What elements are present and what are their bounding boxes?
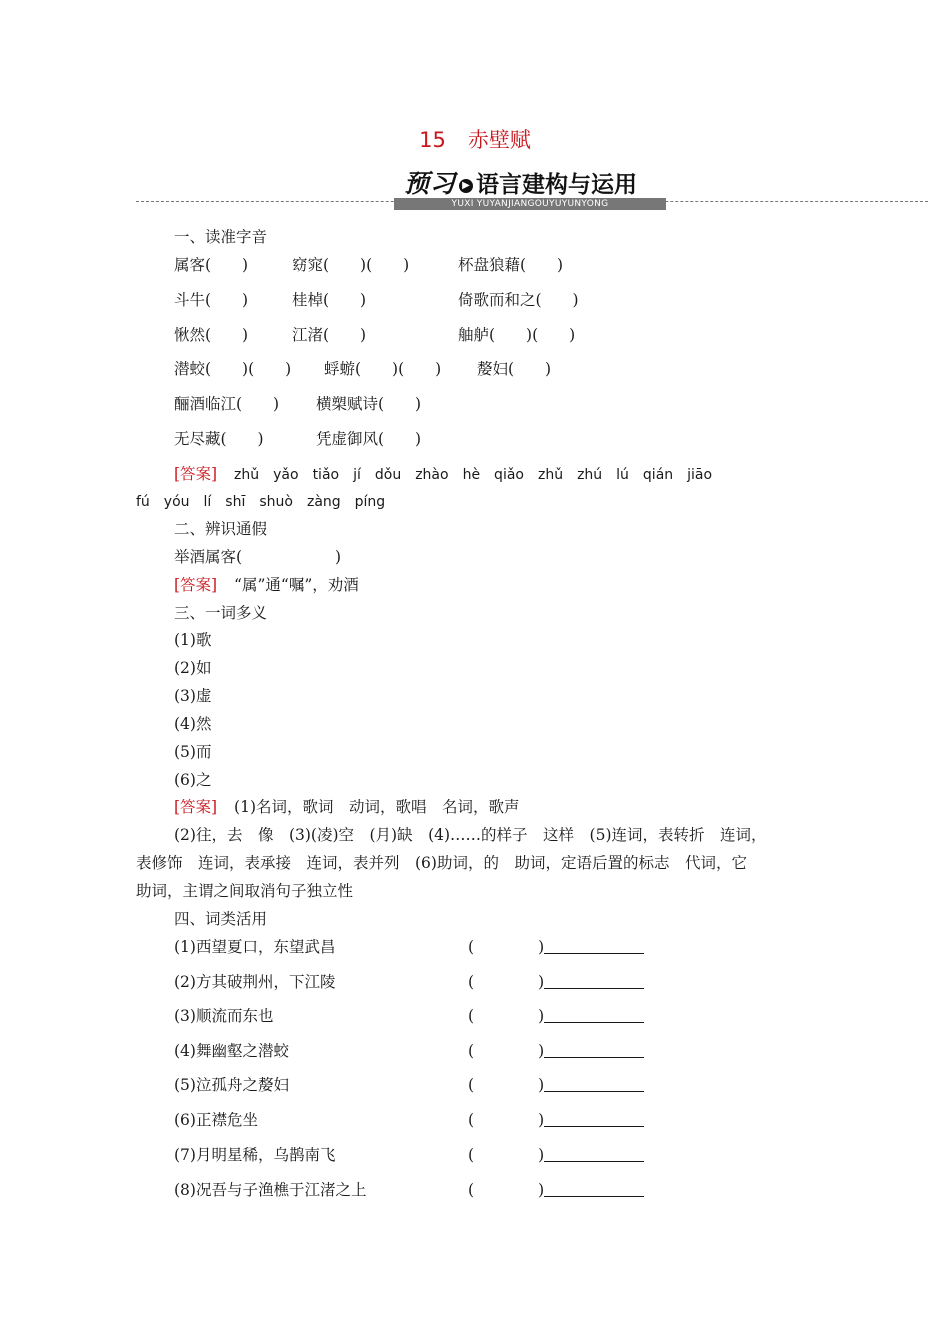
polysemy-item: (6)之 xyxy=(174,771,212,789)
pron-item: 斗牛( ) xyxy=(174,291,249,309)
pron-item: 杯盘狼藉( ) xyxy=(458,256,564,274)
section2-heading: 二、辨识通假 xyxy=(174,520,268,538)
pron-item: 窈窕( )( ) xyxy=(292,256,410,274)
polysemy-answer: (2)往，去 像 (3)(凌)空 (月)缺 (4)……的样子 这样 (5)连词，表转折 连词， xyxy=(174,826,767,844)
word-usage-item: (8)况吾与子渔樵于江渚之上 xyxy=(174,1181,367,1199)
polysemy-item: (1)歌 xyxy=(174,631,212,649)
pron-item: 凭虚御风( ) xyxy=(316,430,422,448)
section3-heading: 三、一词多义 xyxy=(174,604,268,622)
answer-blank[interactable]: ( ) xyxy=(468,1145,644,1165)
pron-item: 属客( ) xyxy=(174,256,249,274)
section-banner xyxy=(404,164,637,198)
tongjia-answer: “属”通“嘱”，劝酒 xyxy=(234,576,359,594)
word-usage-item: (7)月明星稀，乌鹊南飞 xyxy=(174,1146,336,1164)
polysemy-answer: 表修饰 连词，表承接 连词，表并列 (6)助词，的 助词，定语后置的标志 代词，它 xyxy=(136,854,747,872)
word-usage-item: (5)泣孤舟之嫠妇 xyxy=(174,1076,289,1094)
lesson-title: 赤壁赋 xyxy=(467,128,531,152)
pinyin-answer: fú yóu lí shī shuò zàng píng xyxy=(136,494,386,510)
pron-item: 舳舻( )( ) xyxy=(458,326,576,344)
answer-blank[interactable]: ( ) xyxy=(468,1006,644,1026)
pinyin-answer: zhǔ yǎo tiǎo jí dǒu zhào hè qiǎo zhǔ zhú lú qián jiāo xyxy=(234,467,713,483)
section1-heading: 一、读准字音 xyxy=(174,228,268,246)
polysemy-item: (2)如 xyxy=(174,659,212,677)
answer-label: [答案] xyxy=(174,465,218,483)
lesson-number: 15 xyxy=(419,128,446,152)
answer-blank[interactable]: ( ) xyxy=(468,937,644,957)
banner-pinyin: YUXI YUYANJIANGOUYUYUNYONG xyxy=(394,198,666,210)
pron-item: 愀然( ) xyxy=(174,326,249,344)
pron-item: 江渚( ) xyxy=(292,326,367,344)
answer-blank[interactable]: ( ) xyxy=(468,1075,644,1095)
polysemy-item: (5)而 xyxy=(174,743,212,761)
pron-item: 酾酒临江( ) xyxy=(174,395,280,413)
tongjia-item: 举酒属客( ) xyxy=(174,548,342,566)
play-arrow-icon: ▶ xyxy=(459,179,473,193)
answer-label: [答案] xyxy=(174,576,218,594)
banner-heading: 语言建构与运用 xyxy=(476,172,638,198)
word-usage-item: (6)正襟危坐 xyxy=(174,1111,258,1129)
polysemy-item: (4)然 xyxy=(174,715,212,733)
pron-item: 倚歌而和之( ) xyxy=(458,291,579,309)
polysemy-item: (3)虚 xyxy=(174,687,212,705)
word-usage-item: (3)顺流而东也 xyxy=(174,1007,274,1025)
pron-item: 横槊赋诗( ) xyxy=(316,395,422,413)
banner-prefix: 预习 xyxy=(404,169,457,198)
polysemy-answer: 助词，主谓之间取消句子独立性 xyxy=(136,882,354,900)
word-usage-item: (1)西望夏口，东望武昌 xyxy=(174,938,336,956)
pron-item: 蜉蝣( )( ) xyxy=(324,360,442,378)
polysemy-answer: (1)名词，歌词 动词，歌唱 名词，歌声 xyxy=(234,798,520,816)
answer-blank[interactable]: ( ) xyxy=(468,1041,644,1061)
pron-item: 桂棹( ) xyxy=(292,291,367,309)
word-usage-item: (2)方其破荆州，下江陵 xyxy=(174,973,336,991)
answer-blank[interactable]: ( ) xyxy=(468,1180,644,1200)
pron-item: 无尽藏( ) xyxy=(174,430,264,448)
section4-heading: 四、词类活用 xyxy=(174,910,268,928)
answer-blank[interactable]: ( ) xyxy=(468,1110,644,1130)
answer-label: [答案] xyxy=(174,798,218,816)
pron-item: 嫠妇( ) xyxy=(477,360,552,378)
pron-item: 潜蛟( )( ) xyxy=(174,360,292,378)
page-title xyxy=(0,124,950,154)
word-usage-item: (4)舞幽壑之潜蛟 xyxy=(174,1042,289,1060)
answer-blank[interactable]: ( ) xyxy=(468,972,644,992)
